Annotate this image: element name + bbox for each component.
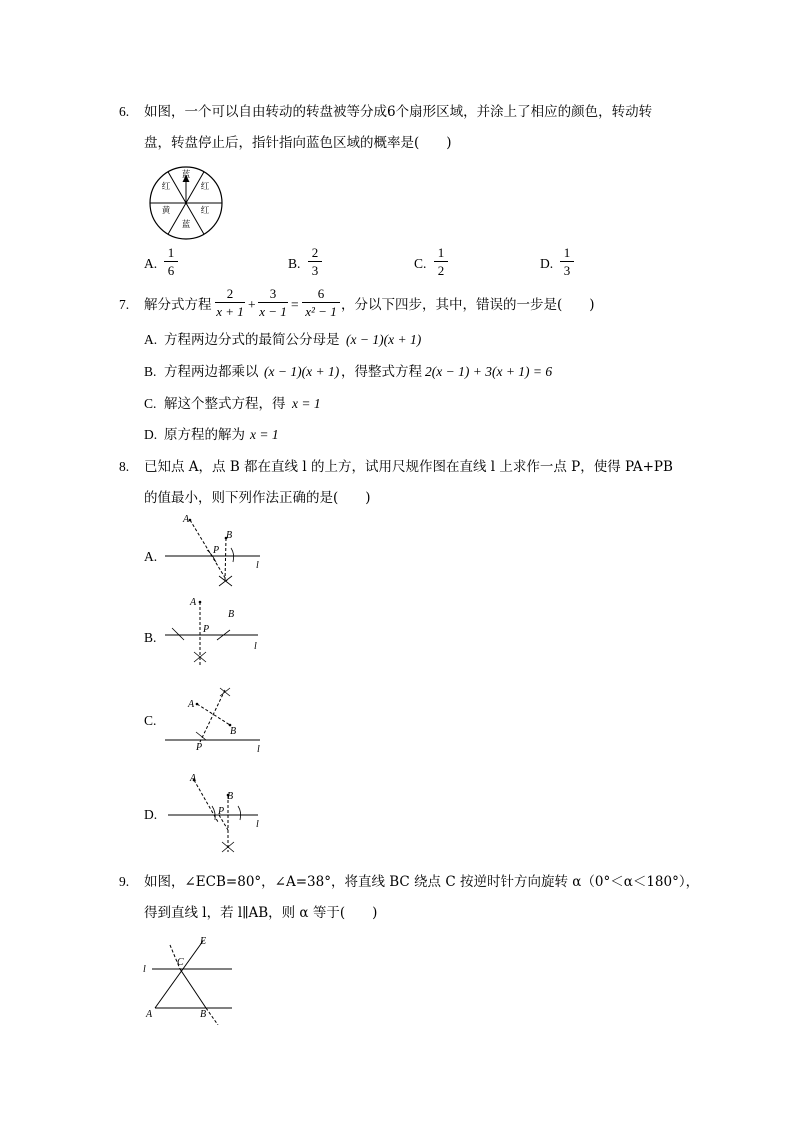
q8a-label-a: A xyxy=(183,514,190,525)
q7-fraction-2-num: 3 xyxy=(269,286,277,301)
q7-option-c-text: 解这个整式方程，得 xyxy=(164,396,286,412)
spinner-sector-6: 红 xyxy=(161,180,171,191)
q6-option-c-fraction xyxy=(434,245,448,278)
q7-suffix: ，分以下四步，其中，错误的一步是( ) xyxy=(341,297,595,313)
q6-line1: 如图，一个可以自由转动的转盘被等分成6个扇形区域，并涂上了相应的颜色，转动转 xyxy=(144,104,653,120)
q6-option-a-label: A. xyxy=(144,256,158,271)
q7-fraction-3-den: x² − 1 xyxy=(305,304,337,319)
q8b-label-l: l xyxy=(254,641,257,652)
q8d-label-p: P xyxy=(218,806,225,817)
q7-option-b-math: (x − 1)(x + 1) xyxy=(264,364,340,379)
q7-fraction-2-den: x − 1 xyxy=(259,304,287,319)
q6-option-a-den: 6 xyxy=(167,263,175,278)
q9-number: 9. xyxy=(119,874,130,889)
q7-option-d-label: D. xyxy=(144,427,158,442)
q8-option-b-label: B. xyxy=(144,630,157,645)
q8-option-d-figure xyxy=(160,770,270,858)
q7-fraction-2 xyxy=(258,286,288,319)
spinner-sector-4: 蓝 xyxy=(181,218,191,229)
q8d-label-a: A xyxy=(190,773,197,784)
q6-option-d-den: 3 xyxy=(563,263,571,278)
q7-fraction-3 xyxy=(302,286,340,319)
q7-fraction-1-den: x + 1 xyxy=(216,304,244,319)
q6-line2: 盘，转盘停止后，指针指向蓝色区域的概率是( ) xyxy=(144,135,452,151)
q6-option-d-num: 1 xyxy=(563,245,571,260)
q6-number: 6. xyxy=(119,104,130,119)
q7-option-c-math: x = 1 xyxy=(292,396,321,411)
q6-option-b-den: 3 xyxy=(311,263,319,278)
q9-label-b: B xyxy=(200,1009,207,1020)
q8a-label-b: B xyxy=(226,530,233,541)
q8b-label-a: A xyxy=(190,597,197,608)
q8-option-c-label: C. xyxy=(144,713,157,728)
q7-option-c-label: C. xyxy=(144,396,157,411)
q8c-label-b: B xyxy=(230,726,237,737)
q7-option-a-label: A. xyxy=(144,332,158,347)
q7-option-b-math2: 2(x − 1) + 3(x + 1) = 6 xyxy=(425,364,553,379)
q9-label-e: E xyxy=(200,936,207,947)
q8-line2: 的值最小，则下列作法正确的是( ) xyxy=(144,490,371,506)
q6-option-b-num: 2 xyxy=(311,245,319,260)
q8c-label-l: l xyxy=(257,744,260,754)
q8b-label-p: P xyxy=(203,624,210,635)
q9-label-l: l xyxy=(143,964,146,975)
q8-option-c-figure xyxy=(160,682,270,754)
spinner-sector-1: 蓝 xyxy=(181,168,191,179)
q8b-label-b: B xyxy=(228,609,235,620)
q6-option-a-fraction xyxy=(164,245,178,278)
q8-option-a-label: A. xyxy=(144,549,158,564)
q8a-label-l: l xyxy=(256,560,259,571)
q6-option-b-fraction xyxy=(308,245,322,278)
q7-fraction-1 xyxy=(215,286,245,319)
q7-option-b-label: B. xyxy=(144,364,157,379)
q8d-label-l: l xyxy=(256,819,259,830)
q6-option-d-fraction xyxy=(560,245,574,278)
q6-option-c-den: 2 xyxy=(437,263,445,278)
q6-option-a-num: 1 xyxy=(167,245,175,260)
q9-line2: 得到直线 l，若 l∥AB，则 α 等于( ) xyxy=(144,905,378,921)
q7-option-d-text: 原方程的解为 xyxy=(164,427,245,443)
q8-number: 8. xyxy=(119,459,130,474)
q7-prefix: 解分式方程 xyxy=(144,297,212,313)
q8-option-d-label: D. xyxy=(144,807,158,822)
spinner-sector-5: 黄 xyxy=(161,204,171,215)
q7-option-b-text2: ，得整式方程 xyxy=(341,364,422,380)
q9-label-a: A xyxy=(146,1009,153,1020)
q8-option-a-figure xyxy=(160,510,270,590)
q8c-label-a: A xyxy=(188,699,195,710)
spinner-sector-2: 红 xyxy=(200,180,210,191)
q7-option-b-text: 方程两边都乘以 xyxy=(164,364,259,380)
q9-label-c: C xyxy=(177,957,184,968)
q8d-label-b: B xyxy=(227,791,234,802)
q7-fraction-1-num: 2 xyxy=(226,286,234,301)
q6-option-b-label: B. xyxy=(288,256,301,271)
q7-plus: + xyxy=(248,297,256,312)
q8c-label-p: P xyxy=(196,742,203,753)
q7-number: 7. xyxy=(119,297,130,312)
q9-line1: 如图，∠ECB=80°，∠A=38°，将直线 BC 绕点 C 按逆时针方向旋转 α（0°＜α＜180°）， xyxy=(144,874,700,890)
q7-fraction-3-num: 6 xyxy=(317,286,325,301)
q7-option-a-text: 方程两边分式的最简公分母是 xyxy=(164,332,340,348)
q9-figure xyxy=(140,933,245,1025)
q8-option-b-figure xyxy=(160,592,270,674)
q6-option-c-num: 1 xyxy=(437,245,445,260)
spinner-figure xyxy=(146,163,226,243)
q6-option-d-label: D. xyxy=(540,256,554,271)
q8-line1: 已知点 A，点 B 都在直线 l 的上方，试用尺规作图在直线 l 上求作一点 P，使得 PA+PB xyxy=(144,459,673,475)
q7-option-d-math: x = 1 xyxy=(250,427,279,442)
q7-option-a-math: (x − 1)(x + 1) xyxy=(346,332,422,347)
q7-equals: = xyxy=(291,297,299,312)
q8a-label-p: P xyxy=(213,545,220,556)
q6-option-c-label: C. xyxy=(414,256,427,271)
spinner-sector-3: 红 xyxy=(200,204,210,215)
